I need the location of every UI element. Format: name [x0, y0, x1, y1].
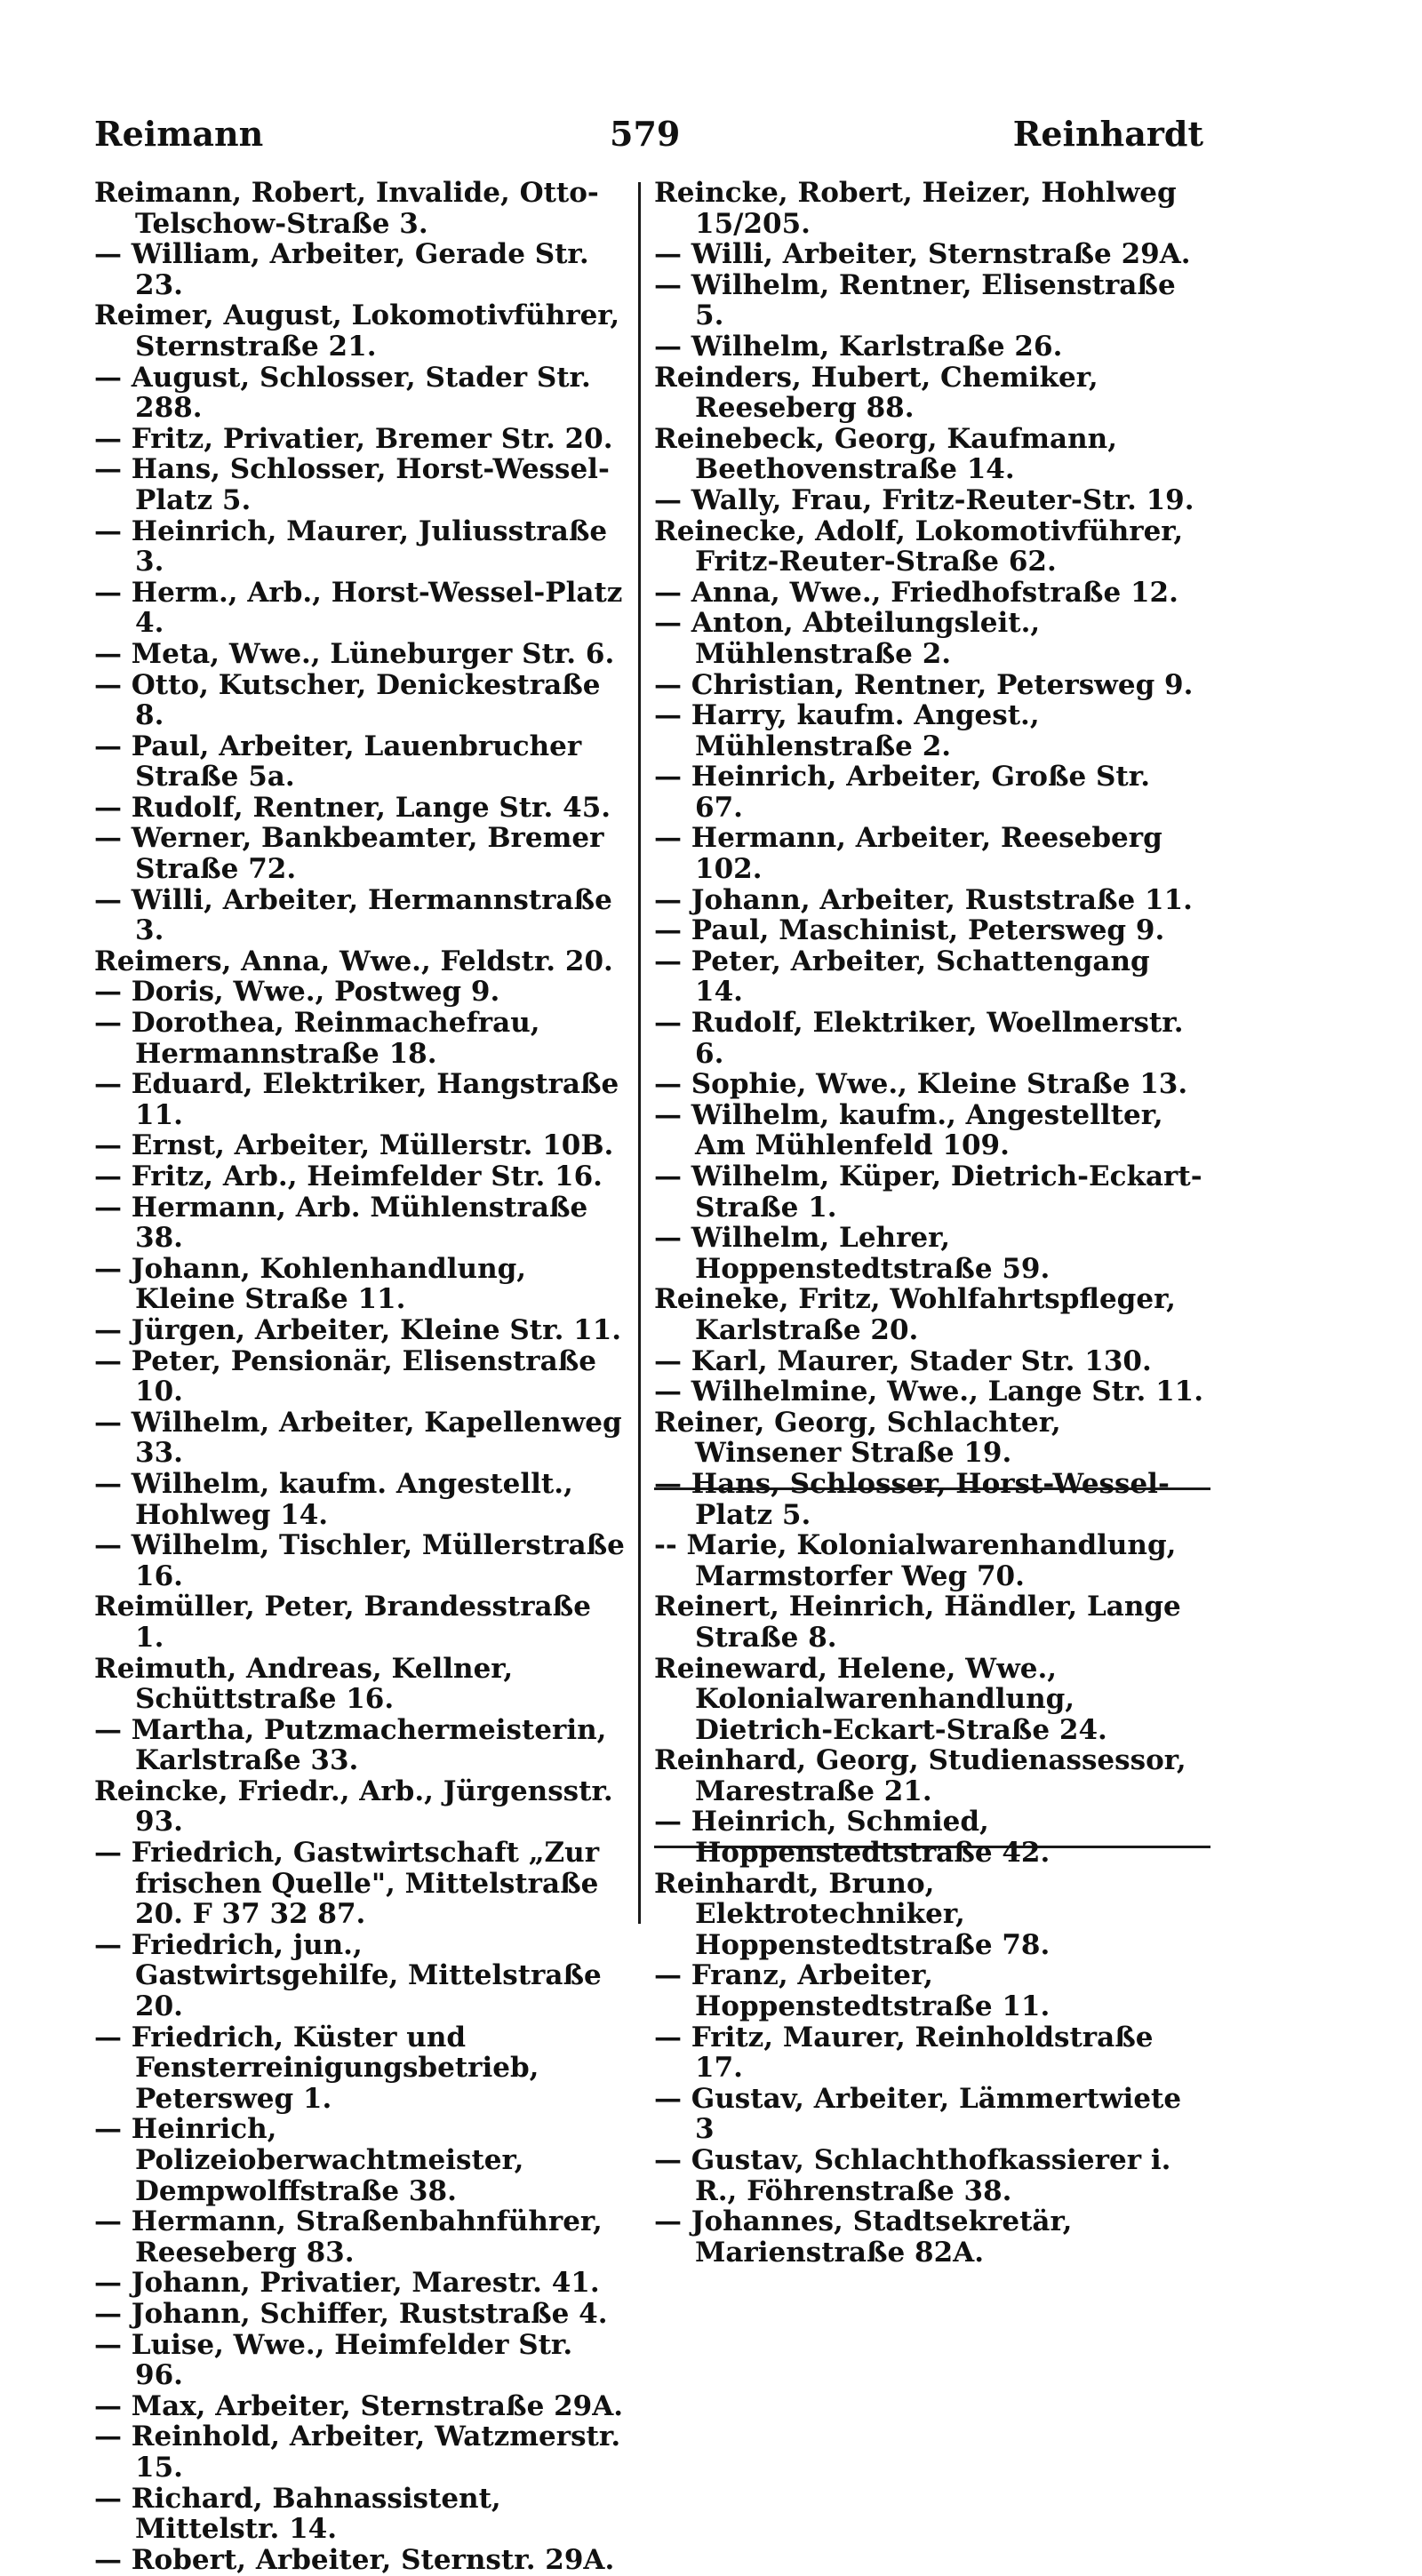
directory-entry: Reinhardt, Bruno, Elektrotechniker, Hoppenstedtstraße 78. [654, 1867, 1051, 1961]
directory-entry: — Wilhelm, kaufm., Angestellter, Am Mühlenfeld 109. [654, 1098, 1163, 1162]
directory-entry: — Johann, Schiffer, Ruststraße 4. [94, 2297, 608, 2330]
directory-entry: — Jürgen, Arbeiter, Kleine Str. 11. [94, 1313, 622, 1346]
directory-entry: Reimuth, Andreas, Kellner, Schüttstraße 16. [94, 1652, 514, 1716]
directory-entry: Reinecke, Adolf, Lokomotivführer, Fritz-Reuter-Straße 62. [654, 514, 1184, 578]
page-number: 579 [610, 114, 681, 154]
directory-entry: Reineke, Fritz, Wohlfahrtspfleger, Karlstraße 20. [654, 1283, 1176, 1346]
directory-entry: — Heinrich, Maurer, Juliusstraße 3. [94, 514, 608, 578]
directory-entry: — Johannes, Stadtsekretär, Marienstraße 82A. [654, 2205, 1073, 2269]
directory-entry: — Heinrich, Polizeioberwachtmeister, Dempwolffstraße 38. [94, 2113, 524, 2207]
directory-entry: — Fritz, Privatier, Bremer Str. 20. [94, 422, 613, 455]
directory-entry: Reimüller, Peter, Brandesstraße 1. [94, 1591, 591, 1654]
directory-entry: — Wilhelm, Lehrer, Hoppenstedtstraße 59. [654, 1222, 1051, 1285]
directory-entry: — Robert, Arbeiter, Sternstr. 29A. [94, 2543, 615, 2576]
directory-entry: — Wally, Frau, Fritz-Reuter-Str. 19. [654, 483, 1194, 516]
directory-entry: — Friedrich, jun., Gastwirtsgehilfe, Mittelstraße 20. [94, 1928, 602, 2023]
directory-entry: Reiner, Georg, Schlachter, Winsener Straße 19. [654, 1406, 1061, 1470]
right-column [654, 178, 1207, 2268]
directory-entry: — Paul, Maschinist, Petersweg 9. [654, 914, 1165, 947]
directory-entry: — Johann, Arbeiter, Ruststraße 11. [654, 883, 1193, 916]
directory-entry: — Hermann, Arbeiter, Reeseberg 102. [654, 822, 1162, 886]
running-header [94, 92, 1203, 156]
directory-entry: — Heinrich, Arbeiter, Große Str. 67. [654, 761, 1151, 824]
directory-entry: — Reinhold, Arbeiter, Watzmerstr. 15. [94, 2420, 621, 2484]
directory-entry: Reinhard, Georg, Studienassessor, Marestraße 21. [654, 1744, 1186, 1807]
directory-entry: — Hans, Schlosser, Horst-Wessel-Platz 5. [654, 1467, 1170, 1531]
directory-entry: — Ernst, Arbeiter, Müllerstr. 10B. [94, 1129, 614, 1162]
directory-entry: Reimer, August, Lokomotivführer, Sternstraße 21. [94, 299, 620, 363]
directory-entry: — Wilhelm, kaufm. Angestellt., Hohlweg 14. [94, 1467, 573, 1531]
directory-entry: Reimers, Anna, Wwe., Feldstr. 20. [94, 945, 613, 977]
directory-entry: — Peter, Pensionär, Elisenstraße 10. [94, 1344, 596, 1408]
directory-entry: — Gustav, Schlachthofkassierer i. R., Föhrenstraße 38. [654, 2144, 1171, 2207]
directory-entry: — Werner, Bankbeamter, Bremer Straße 72. [94, 822, 604, 886]
directory-entry: — Peter, Arbeiter, Schattengang 14. [654, 945, 1150, 1009]
directory-entry: — Paul, Arbeiter, Lauenbrucher Straße 5a. [94, 730, 582, 794]
directory-entry: — Johann, Kohlenhandlung, Kleine Straße 11. [94, 1252, 527, 1316]
directory-entry: — Harry, kaufm. Angest., Mühlenstraße 2. [654, 699, 1040, 762]
directory-entry: — Luise, Wwe., Heimfelder Str. 96. [94, 2328, 573, 2392]
directory-entry: — Meta, Wwe., Lüneburger Str. 6. [94, 637, 615, 670]
directory-entry: — William, Arbeiter, Gerade Str. 23. [94, 238, 589, 301]
directory-entry: — Dorothea, Reinmachefrau, Hermannstraße 18. [94, 1007, 540, 1070]
directory-entry: — Max, Arbeiter, Sternstraße 29A. [94, 2389, 624, 2422]
column-divider [638, 182, 641, 1924]
directory-entry: — Wilhelm, Karlstraße 26. [654, 330, 1063, 363]
directory-entry: — Rudolf, Elektriker, Woellmerstr. 6. [654, 1007, 1184, 1070]
directory-entry: — Richard, Bahnassistent, Mittelstr. 14. [94, 2482, 501, 2546]
directory-entry: — Friedrich, Küster und Fensterreinigungsbetrieb, Petersweg 1. [94, 2021, 539, 2115]
directory-entry: — Anna, Wwe., Friedhofstraße 12. [654, 576, 1178, 609]
directory-entry: — Herm., Arb., Horst-Wessel-Platz 4. [94, 576, 623, 640]
directory-entry: — Hermann, Straßenbahnführer, Reeseberg 83. [94, 2205, 603, 2269]
directory-entry: Reincke, Robert, Heizer, Hohlweg 15/205. [654, 177, 1177, 240]
directory-entry: — Rudolf, Rentner, Lange Str. 45. [94, 791, 611, 824]
directory-entry: Reinebeck, Georg, Kaufmann, Beethovenstraße 14. [654, 422, 1117, 486]
directory-entry: -- Marie, Kolonialwarenhandlung, Marmstorfer Weg 70. [654, 1529, 1177, 1592]
directory-entry: — Martha, Putzmachermeisterin, Karlstraße 33. [94, 1713, 607, 1777]
directory-entry: — Wilhelmine, Wwe., Lange Str. 11. [654, 1376, 1204, 1408]
directory-entry: — Friedrich, Gastwirtschaft „Zur frischen Quelle", Mittelstraße 20. F 37 32 87. [94, 1837, 600, 1931]
header-left-guide-word: Reimann [94, 114, 264, 154]
directory-entry: — Doris, Wwe., Postweg 9. [94, 976, 500, 1009]
directory-entry: — Otto, Kutscher, Denickestraße 8. [94, 668, 601, 732]
directory-entry: — Eduard, Elektriker, Hangstraße 11. [94, 1068, 619, 1131]
directory-entry: Reinert, Heinrich, Händler, Lange Straße 8. [654, 1591, 1181, 1654]
directory-entry: — Fritz, Maurer, Reinholdstraße 17. [654, 2021, 1154, 2085]
directory-entry: — Johann, Privatier, Marestr. 41. [94, 2267, 600, 2300]
directory-entry: — Wilhelm, Küper, Dietrich-Eckart-Straße 1. [654, 1160, 1202, 1224]
directory-entry: — Sophie, Wwe., Kleine Straße 13. [654, 1068, 1188, 1101]
directory-entry: — Hermann, Arb. Mühlenstraße 38. [94, 1191, 588, 1255]
directory-entry: — Anton, Abteilungsleit., Mühlenstraße 2. [654, 607, 1041, 670]
directory-entry: — Franz, Arbeiter, Hoppenstedtstraße 11. [654, 1959, 1051, 2023]
directory-entry: — August, Schlosser, Stader Str. 288. [94, 361, 591, 425]
header-right-guide-word: Reinhardt [1012, 114, 1203, 154]
directory-entry: — Hans, Schlosser, Horst-Wessel-Platz 5. [94, 453, 610, 516]
directory-entry: — Gustav, Arbeiter, Lämmertwiete 3 [654, 2082, 1182, 2146]
directory-entry: — Christian, Rentner, Petersweg 9. [654, 668, 1194, 701]
directory-entry: Reineward, Helene, Wwe., Kolonialwarenhandlung, Dietrich-Eckart-Straße 24. [654, 1652, 1107, 1746]
directory-entry: Reincke, Friedr., Arb., Jürgensstr. 93. [94, 1774, 613, 1838]
directory-entry: — Heinrich, Schmied, Hoppenstedtstraße 42. [654, 1806, 1051, 1870]
directory-entry: Reimann, Robert, Invalide, Otto-Telschow-Straße 3. [94, 177, 599, 240]
directory-entry: — Wilhelm, Arbeiter, Kapellenweg 33. [94, 1406, 622, 1470]
left-column [94, 178, 627, 2575]
directory-entry: — Willi, Arbeiter, Sternstraße 29A. [654, 238, 1191, 271]
directory-entry: — Wilhelm, Tischler, Müllerstraße 16. [94, 1529, 625, 1592]
directory-entry: — Karl, Maurer, Stader Str. 130. [654, 1344, 1152, 1377]
directory-entry: Reinders, Hubert, Chemiker, Reeseberg 88. [654, 361, 1098, 425]
directory-entry: — Willi, Arbeiter, Hermannstraße 3. [94, 883, 612, 947]
directory-entry: — Wilhelm, Rentner, Elisenstraße 5. [654, 268, 1176, 332]
directory-entry: — Fritz, Arb., Heimfelder Str. 16. [94, 1160, 603, 1192]
